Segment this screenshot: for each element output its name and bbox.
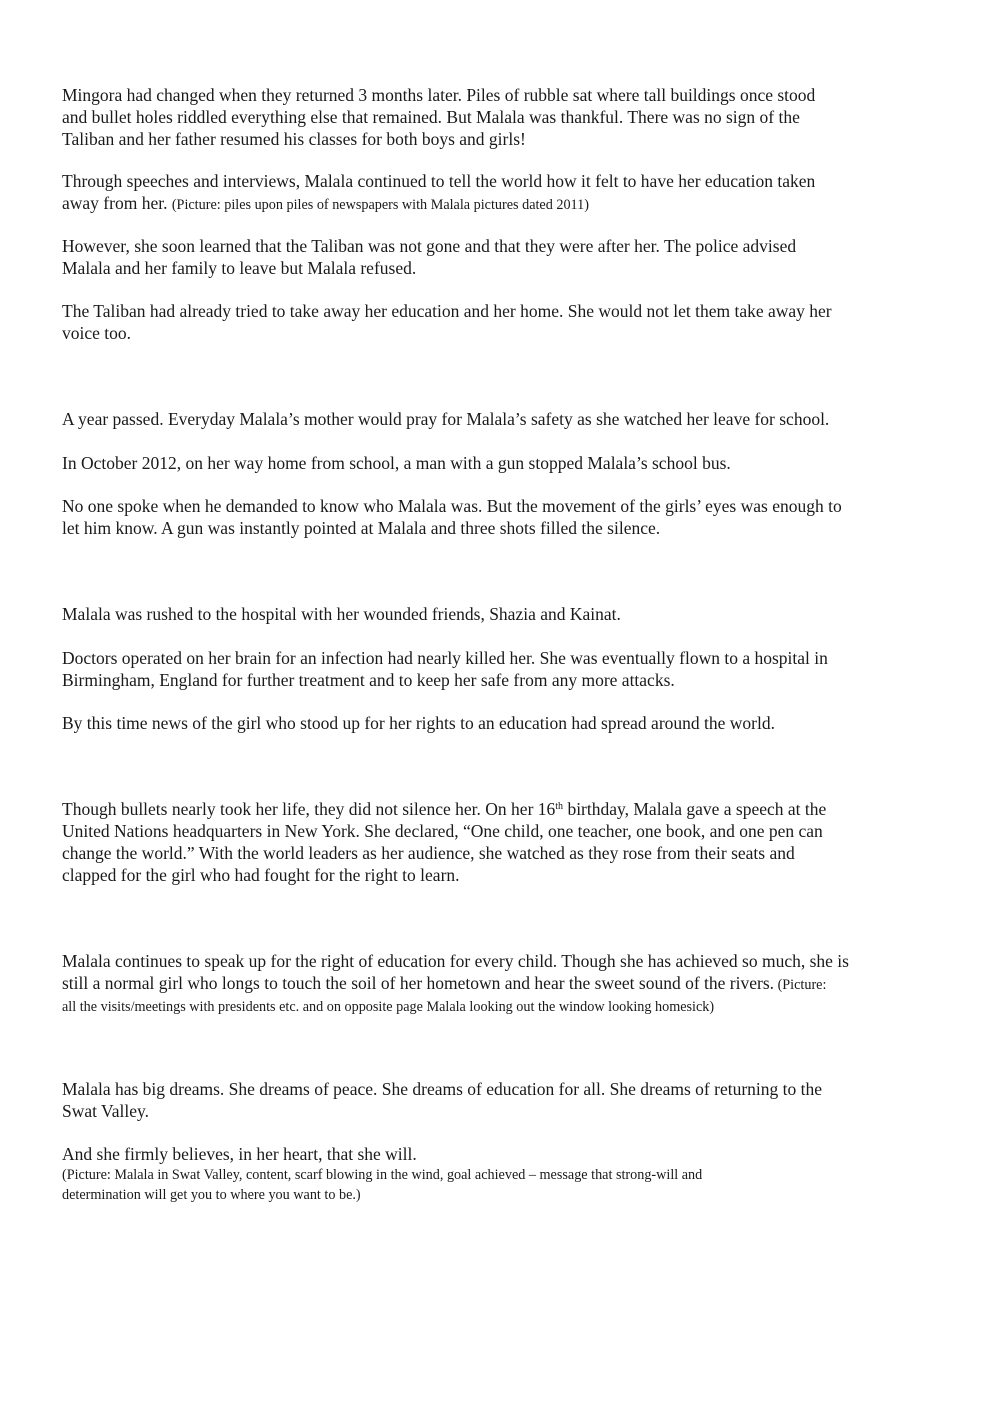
paragraph-news-spread (62, 712, 942, 734)
paragraph-mingora-return (62, 84, 942, 150)
text-line: and bullet holes riddled everything else that remained. But Malala was thankful. There was no sign of the (62, 107, 800, 127)
text-line: change the world.” With the world leaders as her audience, she watched as they rose from their seats and (62, 843, 795, 863)
paragraph-three-shots (62, 495, 942, 539)
paragraph-voice-too (62, 300, 942, 344)
text-line: United Nations headquarters in New York. She declared, “One child, one teacher, one book, and one pen can (62, 821, 823, 841)
paragraph-year-passed (62, 408, 942, 430)
text-line: Birmingham, England for further treatment and to keep her safe from any more attacks. (62, 670, 675, 690)
ordinal-suffix: th (555, 801, 564, 812)
paragraph-october-2012 (62, 452, 942, 474)
text-line: clapped for the girl who had fought for the right to learn. (62, 865, 460, 885)
text-line: However, she soon learned that the Taliban was not gone and that they were after her. The police advised (62, 236, 797, 256)
text-line (62, 972, 942, 996)
picture-note-line: (Picture: Malala in Swat Valley, content, scarf blowing in the wind, goal achieved – message that strong-will and (62, 1167, 703, 1183)
paragraph-big-dreams (62, 1078, 942, 1122)
text-line: Malala was rushed to the hospital with her wounded friends, Shazia and Kainat. (62, 604, 621, 624)
paragraph-speeches (62, 170, 942, 216)
text-line (62, 192, 942, 216)
paragraph-doctors (62, 647, 942, 691)
paragraph-hospital (62, 603, 942, 625)
text-segment: away from her. (62, 193, 168, 213)
text-line: The Taliban had already tried to take away her education and her home. She would not let them take away her (62, 301, 832, 321)
text-line: Malala has big dreams. She dreams of peace. She dreams of education for all. She dreams of returning to the (62, 1079, 823, 1099)
text-line: Doctors operated on her brain for an infection had nearly killed her. She was eventually flown to a hospital in (62, 648, 828, 668)
paragraph-firmly-believes (62, 1143, 942, 1205)
text-line: voice too. (62, 323, 132, 343)
picture-note: (Picture: (774, 977, 827, 993)
text-line: And she firmly believes, in her heart, that she will. (62, 1144, 417, 1164)
text-line: Through speeches and interviews, Malala continued to tell the world how it felt to have her education taken (62, 171, 816, 191)
text-line: let him know. A gun was instantly pointed at Malala and three shots filled the silence. (62, 518, 661, 538)
text-segment: Though bullets nearly took her life, they did not silence her. On her 16 (62, 799, 556, 819)
text-line: No one spoke when he demanded to know who Malala was. But the movement of the girls’ eyes was enough to (62, 496, 842, 516)
text-segment: still a normal girl who longs to touch the soil of her hometown and hear the sweet sound of the rivers. (62, 973, 775, 993)
text-line: Malala and her family to leave but Malala refused. (62, 258, 417, 278)
text-line: Swat Valley. (62, 1101, 150, 1121)
paragraph-united-nations (62, 798, 942, 886)
picture-note-line: determination will get you to where you want to be.) (62, 1187, 361, 1203)
text-line: Malala continues to speak up for the right of education for every child. Though she has achieved so much, she is (62, 951, 849, 971)
text-line: Taliban and her father resumed his classes for both boys and girls! (62, 129, 526, 149)
picture-note: (Picture: piles upon piles of newspapers with Malala pictures dated 2011) (171, 197, 589, 213)
paragraph-continues-to-speak (62, 950, 942, 1018)
text-line: Mingora had changed when they returned 3 months later. Piles of rubble sat where tall buildings once stood (62, 85, 816, 105)
paragraph-taliban-after-her (62, 235, 942, 279)
text-line: A year passed. Everyday Malala’s mother would pray for Malala’s safety as she watched her leave for school. (62, 409, 830, 429)
text-line: In October 2012, on her way home from school, a man with a gun stopped Malala’s school bus. (62, 453, 731, 473)
text-line: By this time news of the girl who stood up for her rights to an education had spread around the world. (62, 713, 775, 733)
text-line (62, 798, 942, 820)
text-segment: birthday, Malala gave a speech at the (563, 799, 827, 819)
picture-note-line: all the visits/meetings with presidents etc. and on opposite page Malala looking out the window looking homesick) (62, 999, 715, 1015)
